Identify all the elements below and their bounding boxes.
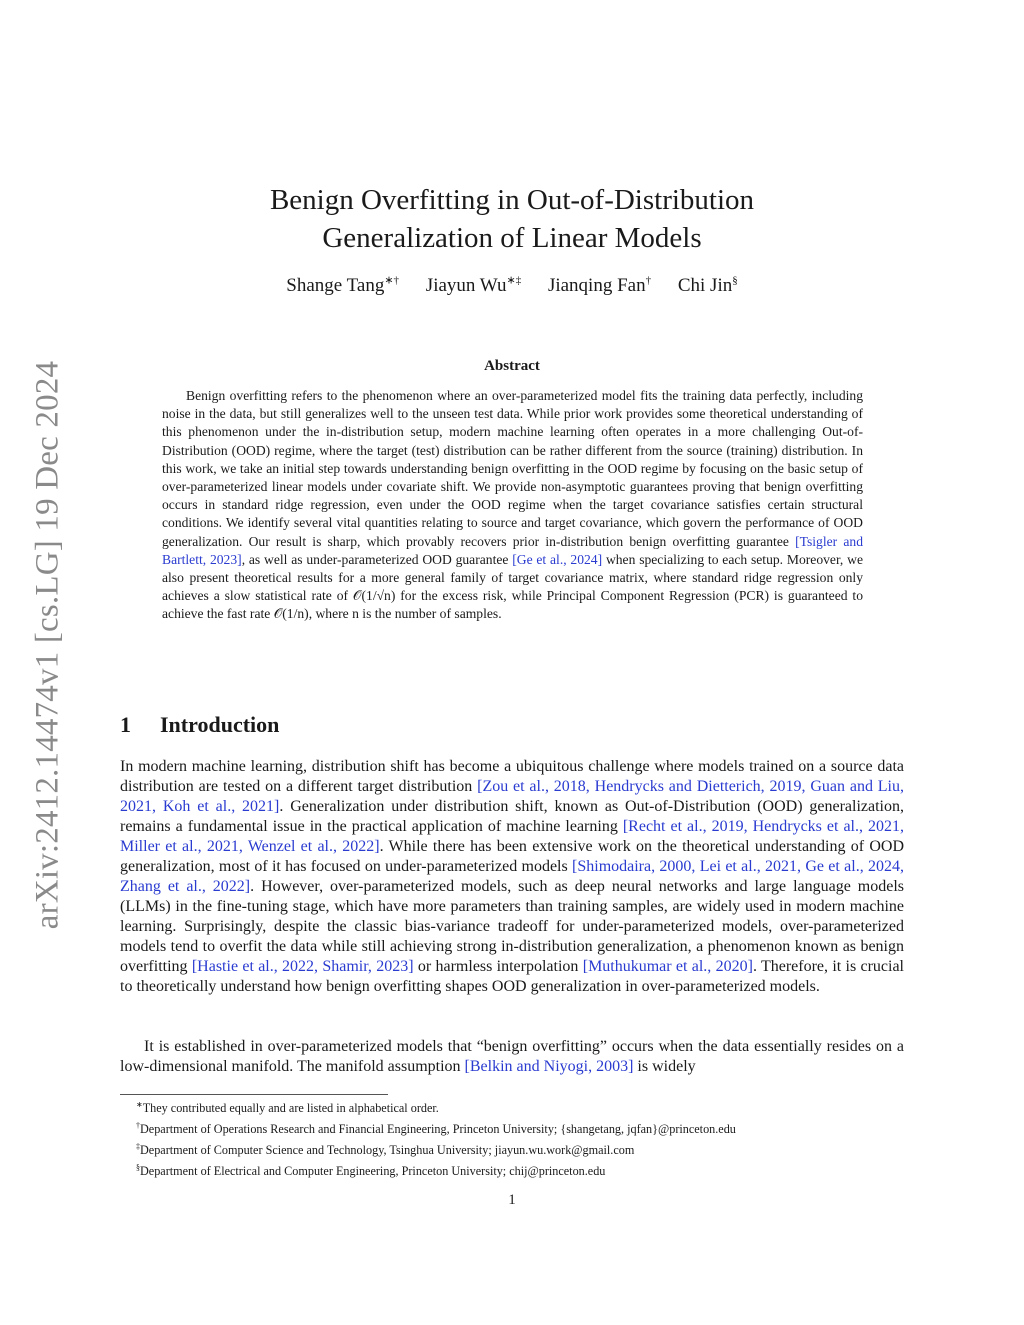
paragraph-text: In modern machine learning, distribution shift has become a ubiquitous challenge where models trained on a source data distribution are tested on a different target distribution — [120, 758, 904, 795]
arxiv-id-text: arXiv:2412.14474v1 [cs.LG] 19 Dec 2024 — [29, 360, 66, 930]
footnote: ∗They contributed equally and are listed in alphabetical order. — [136, 1100, 439, 1116]
page-number: 1 — [508, 1192, 516, 1208]
footnote: §Department of Electrical and Computer Engineering, Princeton University; chij@princeton.edu — [136, 1163, 606, 1179]
footnote: †Department of Operations Research and Financial Engineering, Princeton University; {shangetang, jqfan}@princeton.edu — [136, 1121, 736, 1137]
author: Shange Tang∗† — [286, 275, 400, 297]
paragraph-text: It is established in over-parameterized models that “benign overfitting” occurs when the data essentially resides on a low-dimensional manifold. The manifold assumption — [120, 1038, 904, 1075]
introduction-paragraph-1 — [120, 757, 904, 997]
title-line-2: Generalization of Linear Models — [322, 222, 702, 254]
arxiv-sidebar-identifier — [28, 350, 68, 940]
citation-link[interactable]: [Ge et al., 2024] — [512, 551, 603, 567]
author: Chi Jin§ — [677, 275, 738, 297]
abstract-heading: Abstract — [484, 358, 540, 374]
author: Jiayun Wu∗‡ — [425, 275, 522, 297]
footnote: ‡Department of Computer Science and Technology, Tsinghua University; jiayun.wu.work@gmail.com — [136, 1142, 635, 1158]
paragraph-text: . While there has been extensive work on the theoretical understanding of OOD generalization, most of it has focused on under-parameterized models — [120, 838, 904, 875]
citation-link[interactable]: [Muthukumar et al., 2020] — [582, 958, 753, 975]
paragraph-text: is widely — [633, 1058, 696, 1075]
author-list — [0, 274, 1024, 297]
paragraph-text: . Therefore, it is crucial to theoretically understand how benign overfitting shapes OOD generalization in over-parameterized models. — [120, 958, 905, 995]
introduction-paragraph-2 — [120, 1037, 904, 1077]
paper-title — [0, 181, 1024, 257]
citation-link[interactable]: [Belkin and Niyogi, 2003] — [464, 1058, 634, 1075]
citation-link[interactable]: [Recht et al., 2019, Hendrycks et al., 2021, Miller et al., 2021, Wenzel et al., 2022] — [120, 818, 905, 855]
section-heading — [120, 712, 279, 738]
citation-link[interactable]: [Zou et al., 2018, Hendrycks and Dietterich, 2019, Guan and Liu, 2021, Koh et al., 2021] — [120, 778, 904, 815]
paragraph-text: or harmless interpolation — [413, 958, 583, 975]
citation-link[interactable]: [Shimodaira, 2000, Lei et al., 2021, Ge et al., 2024, Zhang et al., 2022] — [120, 858, 904, 895]
abstract-body: Benign overfitting refers to the phenomenon where an over-parameterized model fits the training data perfectly, including noise in the data, but still generalizes well to the unseen test data. While prior work provides some theoretical understanding of this phenomenon under the in-distribution setup, modern machine learning often operates in a more challenging Out-of-Distribution (OOD) regime, where the target (test) distribution can be rather different from the source (training) distribution. In this work, we take an initial step towards understanding benign overfitting in the OOD regime by focusing on the basic setup of over-parameterized linear models under covariate shift. We provide non-asymptotic guarantees proving that benign overfitting occurs in standard ridge regression, even under the OOD regime when the target covariance satisfies certain structural conditions. We identify several vital quantities relating to source and target covariance, which govern the performance of OOD generalization. Our result is sharp, which provably recovers prior in-distribution benign overfitting guarantee [Tsigler and Bartlett, 2023], as well as under-parameterized OOD guarantee [Ge et al., 2024] when specializing to each setup. Moreover, we also present theoretical results for a more general family of target covariance matrix, where standard ridge regression only achieves a slow statistical rate of 𝒪(1/√n) for the excess risk, while Principal Component Regression (PCR) is guaranteed to achieve the fast rate 𝒪(1/n), where n is the number of samples. — [162, 388, 863, 622]
paragraph-text: . However, over-parameterized models, such as deep neural networks and large language models (LLMs) in the fine-tuning stage, which have more parameters than training samples, are widely used in modern machine learning. Surprisingly, despite the classic bias-variance tradeoff for under-parameterized models, over-parameterized models tend to overfit the data while still achieving strong in-distribution generalization, a phenomenon known as benign overfitting — [120, 878, 904, 975]
title-line-1: Benign Overfitting in Out-of-Distribution — [269, 184, 755, 216]
citation-link[interactable]: [Hastie et al., 2022, Shamir, 2023] — [191, 958, 414, 975]
paragraph-text: . Generalization under distribution shift, known as Out-of-Distribution (OOD) generalization, remains a fundamental issue in the practical application of machine learning — [120, 798, 905, 835]
footnote-rule — [120, 1094, 388, 1095]
section-number: 1 — [120, 712, 131, 737]
author: Jianqing Fan† — [547, 275, 652, 297]
footnotes — [120, 1096, 920, 1180]
citation-link[interactable]: [Tsigler and Bartlett, 2023] — [162, 533, 863, 567]
section-title: Introduction — [160, 712, 280, 737]
